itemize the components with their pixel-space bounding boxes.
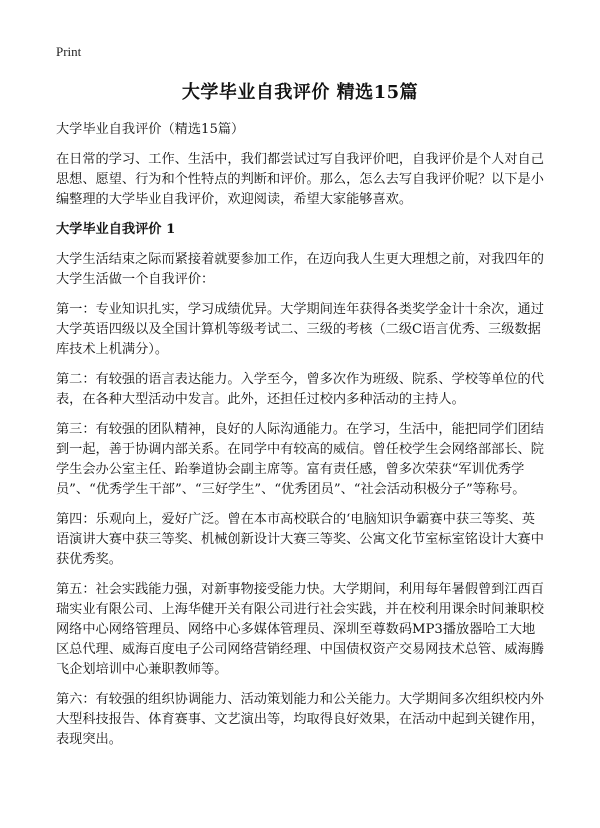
- paragraph-point-1: 第一：专业知识扎实，学习成绩优异。大学期间连年获得各类奖学金计十余次，通过大学英语四级以及全国计算机等级考试二、三级的考核（二级C语言优秀、三级数据库技术上机满分）。: [56, 302, 544, 357]
- paragraph-point-2: 第二：有较强的语言表达能力。入学至今，曾多次作为班级、院系、学校等单位的代表，在各种大型活动中发言。此外，还担任过校内多种活动的主持人。: [56, 372, 544, 407]
- paragraph-point-6: 第六：有较强的组织协调能力、活动策划能力和公关能力。大学期间多次组织校内外大型科技报告、体育赛事、文艺演出等，均取得良好效果，在活动中起到关键作用，表现突出。: [56, 692, 544, 747]
- paragraph-point-5: 第五：社会实践能力强，对新事物接受能力快。大学期间，利用每年暑假曾到江西百瑞实业有限公司、上海华健开关有限公司进行社会实践，并在校利用课余时间兼职校网络中心网络管理员、网络中心多媒体管理员、深圳至尊数码MP3播放器哈工大地区总代理、威海百度电子公司网络营销经理、中国债权资产交易网技术总管、威海腾飞企划培训中心兼职教师等。: [56, 582, 544, 677]
- paragraph-summary: 大学生活结束之际而紧接着就要参加工作，在迈向我人生更大理想之前，对我四年的大学生活做一个自我评价：: [56, 252, 544, 287]
- print-link[interactable]: Print: [56, 44, 82, 59]
- article-body: [56, 120, 548, 760]
- paragraph-point-4: 第四：乐观向上，爱好广泛。曾在本市高校联合的‘电脑知识争霸赛中获三等奖、英语演讲大赛中获三等奖、机械创新设计大赛三等奖、公寓文化节室标室铭设计大赛中获优秀奖。: [56, 512, 544, 567]
- section-heading: 大学毕业自我评价 1: [56, 222, 176, 237]
- intro-paragraph: 在日常的学习、工作、生活中，我们都尝试过写自我评价吧，自我评价是个人对自己思想、愿望、行为和个性特点的判断和评价。那么，怎么去写自我评价呢？以下是小编整理的大学毕业自我评价，欢迎阅读，希望大家能够喜欢。: [56, 152, 544, 207]
- page-title: 大学毕业自我评价 精选15篇: [181, 82, 419, 103]
- article-subtitle: 大学毕业自我评价（精选15篇）: [56, 122, 245, 137]
- paragraph-point-3: 第三：有较强的团队精神，良好的人际沟通能力。在学习，生活中，能把同学们团结到一起，善于协调内部关系。在同学中有较高的威信。曾任校学生会网络部部长、院学生会办公室主任、跆拳道协会副主席等。富有责任感，曾多次荣获“军训优秀学员”、“优秀学生干部”、“三好学生”、“优秀团员”、“社会活动积极分子”等称号。: [56, 422, 544, 497]
